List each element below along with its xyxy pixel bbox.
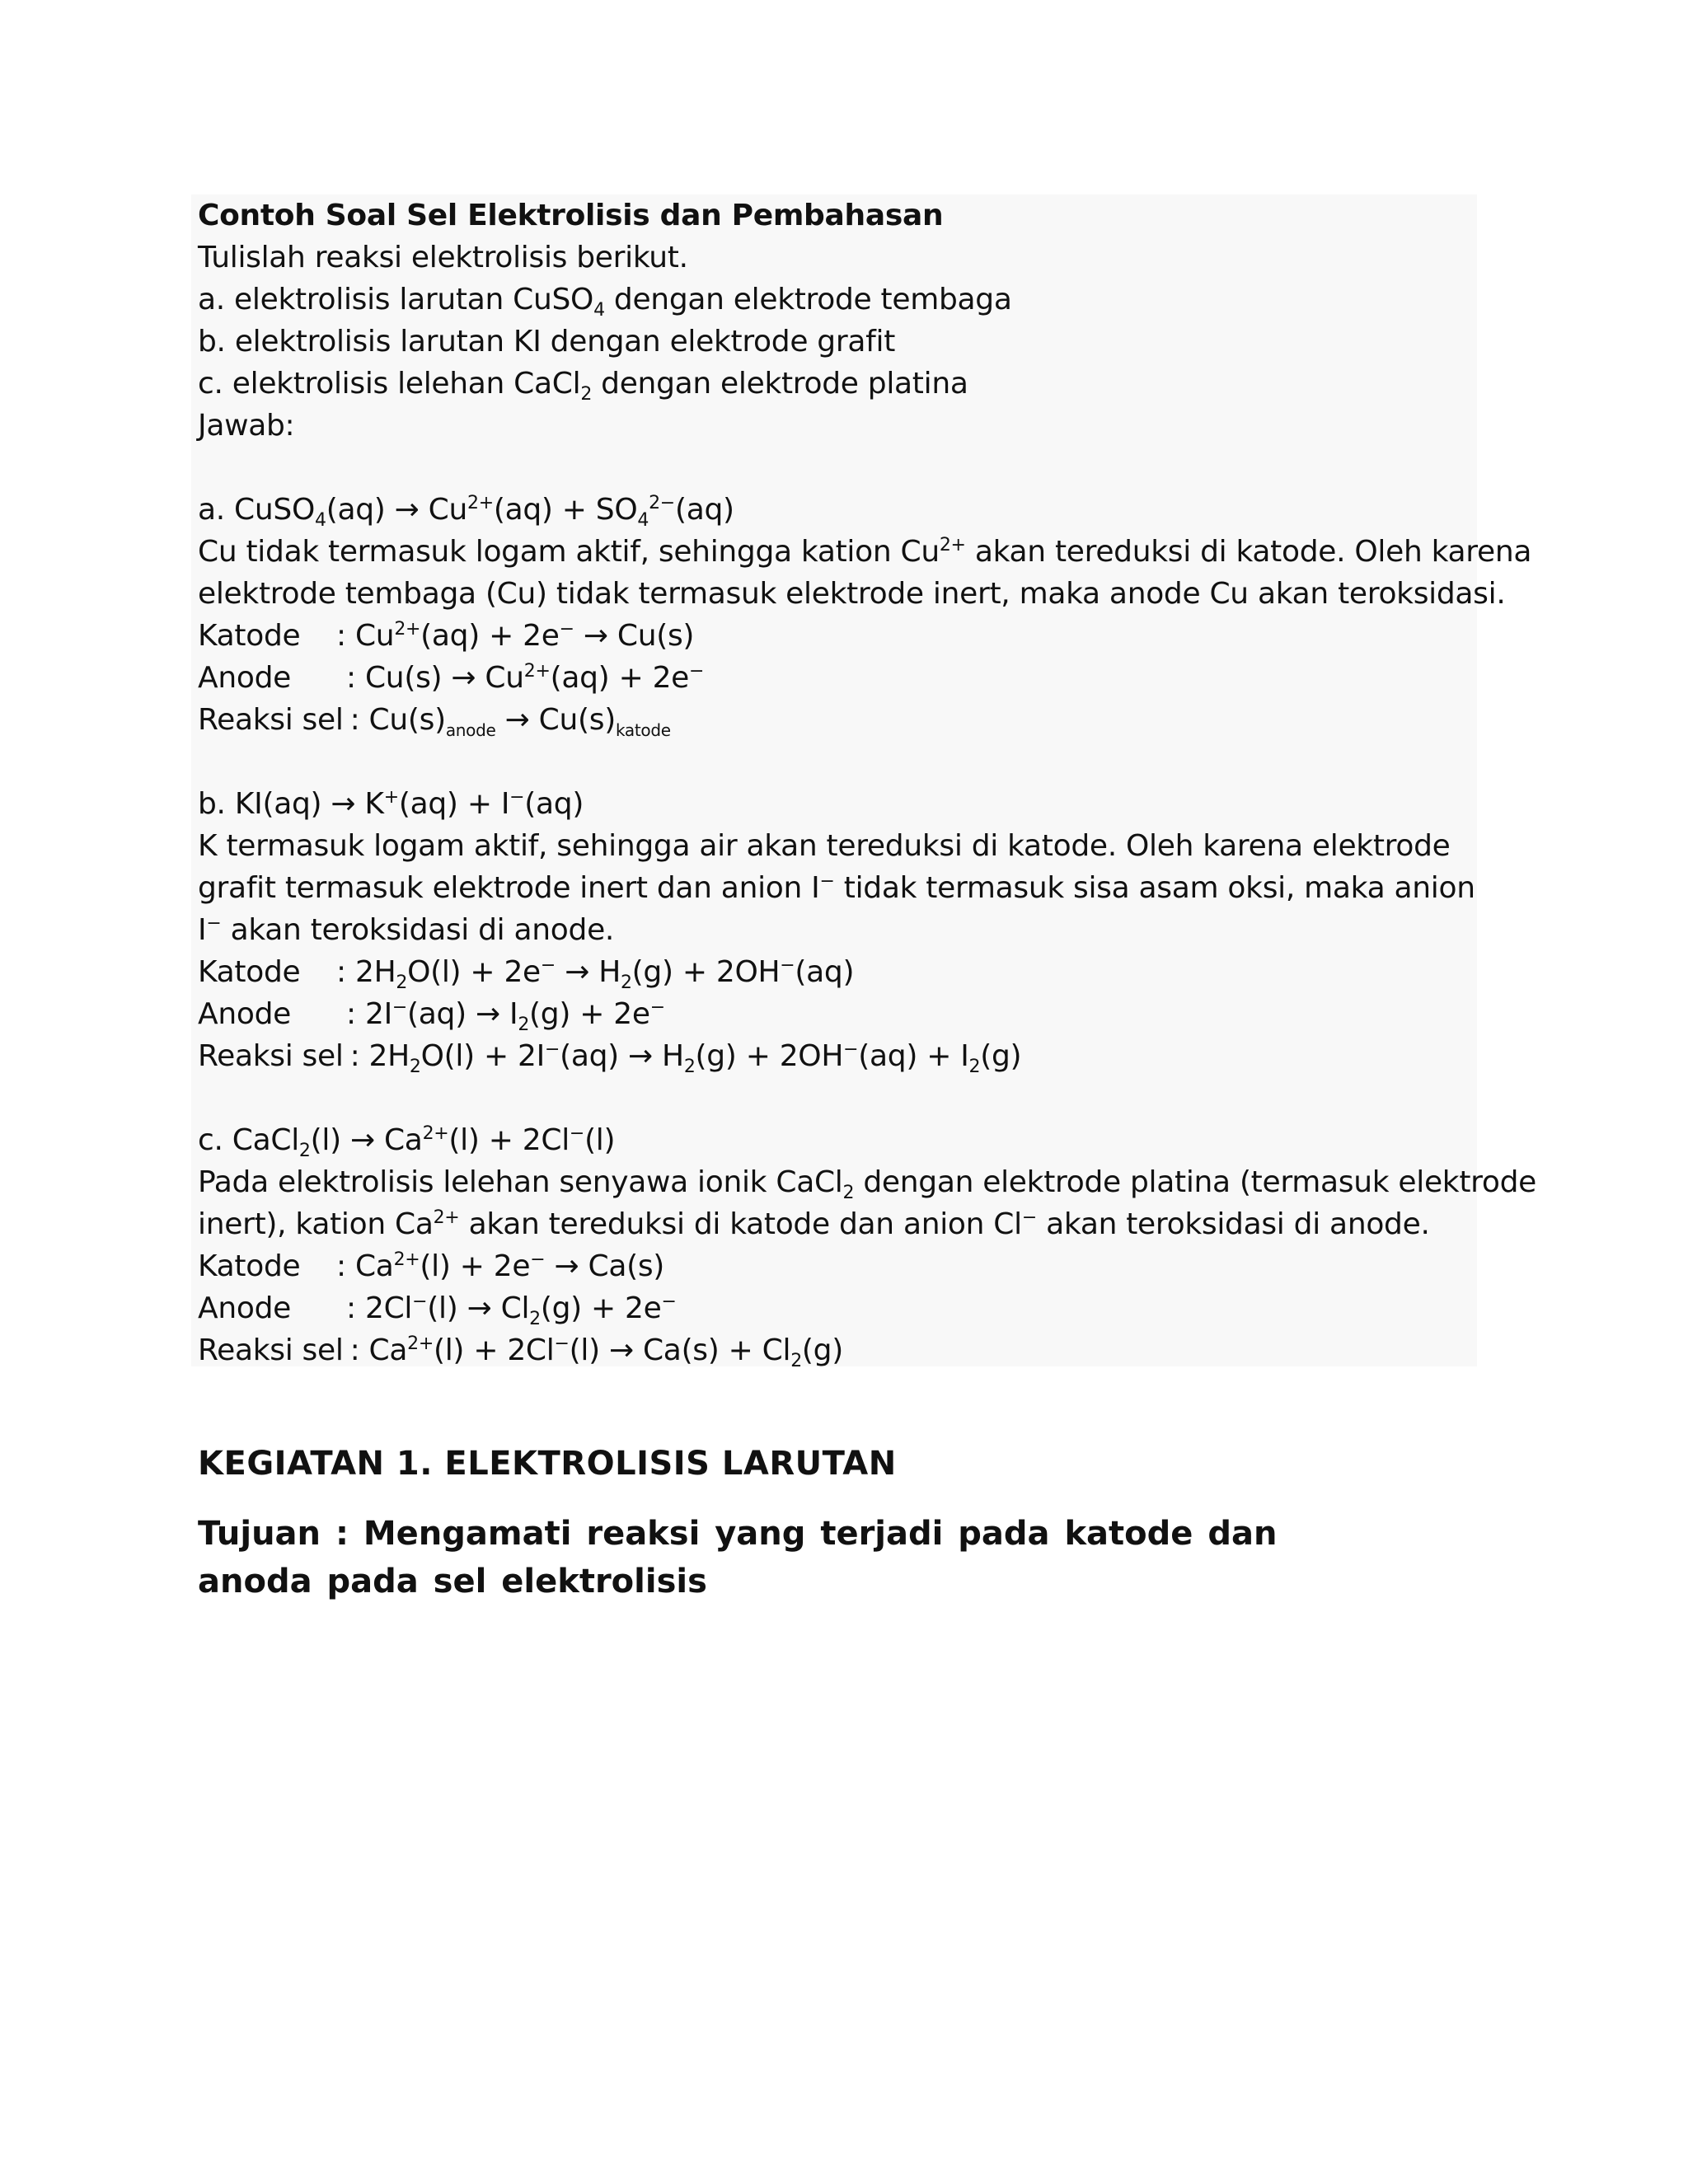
question-b: b. elektrolisis larutan KI dengan elektrode grafit — [198, 325, 896, 359]
part-b-reaksi-sel: Reaksi sel : $2H_2O(l) + 2I^-(aq) \to H_2(g) + 2OH^-(aq) + I_2(g)$ — [198, 1039, 1022, 1078]
spacer — [198, 447, 1470, 489]
part-c-katode: Katode : $Ca^{2+}(l) + 2e^- \to Ca(s)$ — [198, 1249, 665, 1283]
part-a-explanation-2: elektrode tembaga (Cu) tidak termasuk elektrode inert, maka anode Cu akan teroksidasi. — [198, 577, 1506, 611]
kegiatan-heading: KEGIATAN 1. ELEKTROLISIS LARUTAN — [198, 1445, 897, 1483]
part-b-katode: Katode : $2H_2O(l) + 2e^- \to H_2(g) + 2OH^-(aq)$ — [198, 955, 855, 994]
part-b-equation: b. KI(aq) → K+(aq) + I−(aq) — [198, 787, 584, 821]
answer-label: Jawab: — [198, 409, 295, 443]
instruction: Tulislah reaksi elektrolisis berikut. — [198, 241, 688, 274]
part-c-explanation-2: inert), kation $Ca^{2+}$ akan tereduksi di katode dan anion Cl− akan teroksidasi di anode. — [198, 1207, 1430, 1241]
question-c: c. elektrolisis lelehan CaCl$_2$ dengan elektrode platina — [198, 367, 968, 405]
tujuan-heading: Tujuan : Mengamati reaksi yang terjadi pada katode dan anoda pada sel elektrolisis — [198, 1515, 1278, 1601]
part-a-explanation-1: Cu tidak termasuk logam aktif, sehingga kation $Cu^{2+}$ akan tereduksi di katode. Oleh karena — [198, 535, 1532, 569]
spacer — [198, 1077, 1470, 1119]
part-a-katode: Katode : $Cu^{2+}(aq) + 2e^- \to Cu(s)$ — [198, 619, 695, 653]
spacer — [198, 741, 1470, 783]
part-b-anode: Anode : $2I^-(aq) \to I_2(g) + 2e^-$ — [198, 997, 665, 1036]
part-a-anode: Anode : $Cu(s) \to Cu^{2+}(aq) + 2e^-$ — [198, 661, 705, 695]
part-b-explanation-1: K termasuk logam aktif, sehingga air akan tereduksi di katode. Oleh karena elektrode — [198, 829, 1451, 863]
part-c-anode: Anode : $2Cl^-(l) \to Cl_2(g) + 2e^-$ — [198, 1291, 677, 1330]
part-b-explanation-3: I− akan teroksidasi di anode. — [198, 913, 615, 947]
part-c-reaksi-sel: Reaksi sel : $Ca^{2+}(l) + 2Cl^-(l) \to Ca(s) + Cl_2(g)$ — [198, 1333, 843, 1372]
part-a-reaksi-sel: Reaksi sel : $Cu(s)_{anode} \to Cu(s)_{katode}$ — [198, 703, 671, 741]
example-title: Contoh Soal Sel Elektrolisis dan Pembahasan — [198, 199, 944, 232]
part-b-explanation-2: grafit termasuk elektrode inert dan anion I− tidak termasuk sisa asam oksi, maka anion — [198, 871, 1475, 905]
part-a-equation: a. CuSO$_4$(aq) → $Cu^{2+}(aq) + SO_4^{2-}(aq)$ — [198, 493, 734, 532]
part-c-explanation-1: Pada elektrolisis lelehan senyawa ionik CaCl$_2$ dengan elektrode platina (termasuk elektrode — [198, 1165, 1537, 1204]
part-c-equation: c. CaCl$_2$(l) → $Ca^{2+}(l) + 2Cl^-(l)$ — [198, 1123, 616, 1162]
question-a: a. elektrolisis larutan CuSO$_4$ dengan elektrode tembaga — [198, 283, 1012, 321]
example-box — [191, 194, 1537, 1372]
